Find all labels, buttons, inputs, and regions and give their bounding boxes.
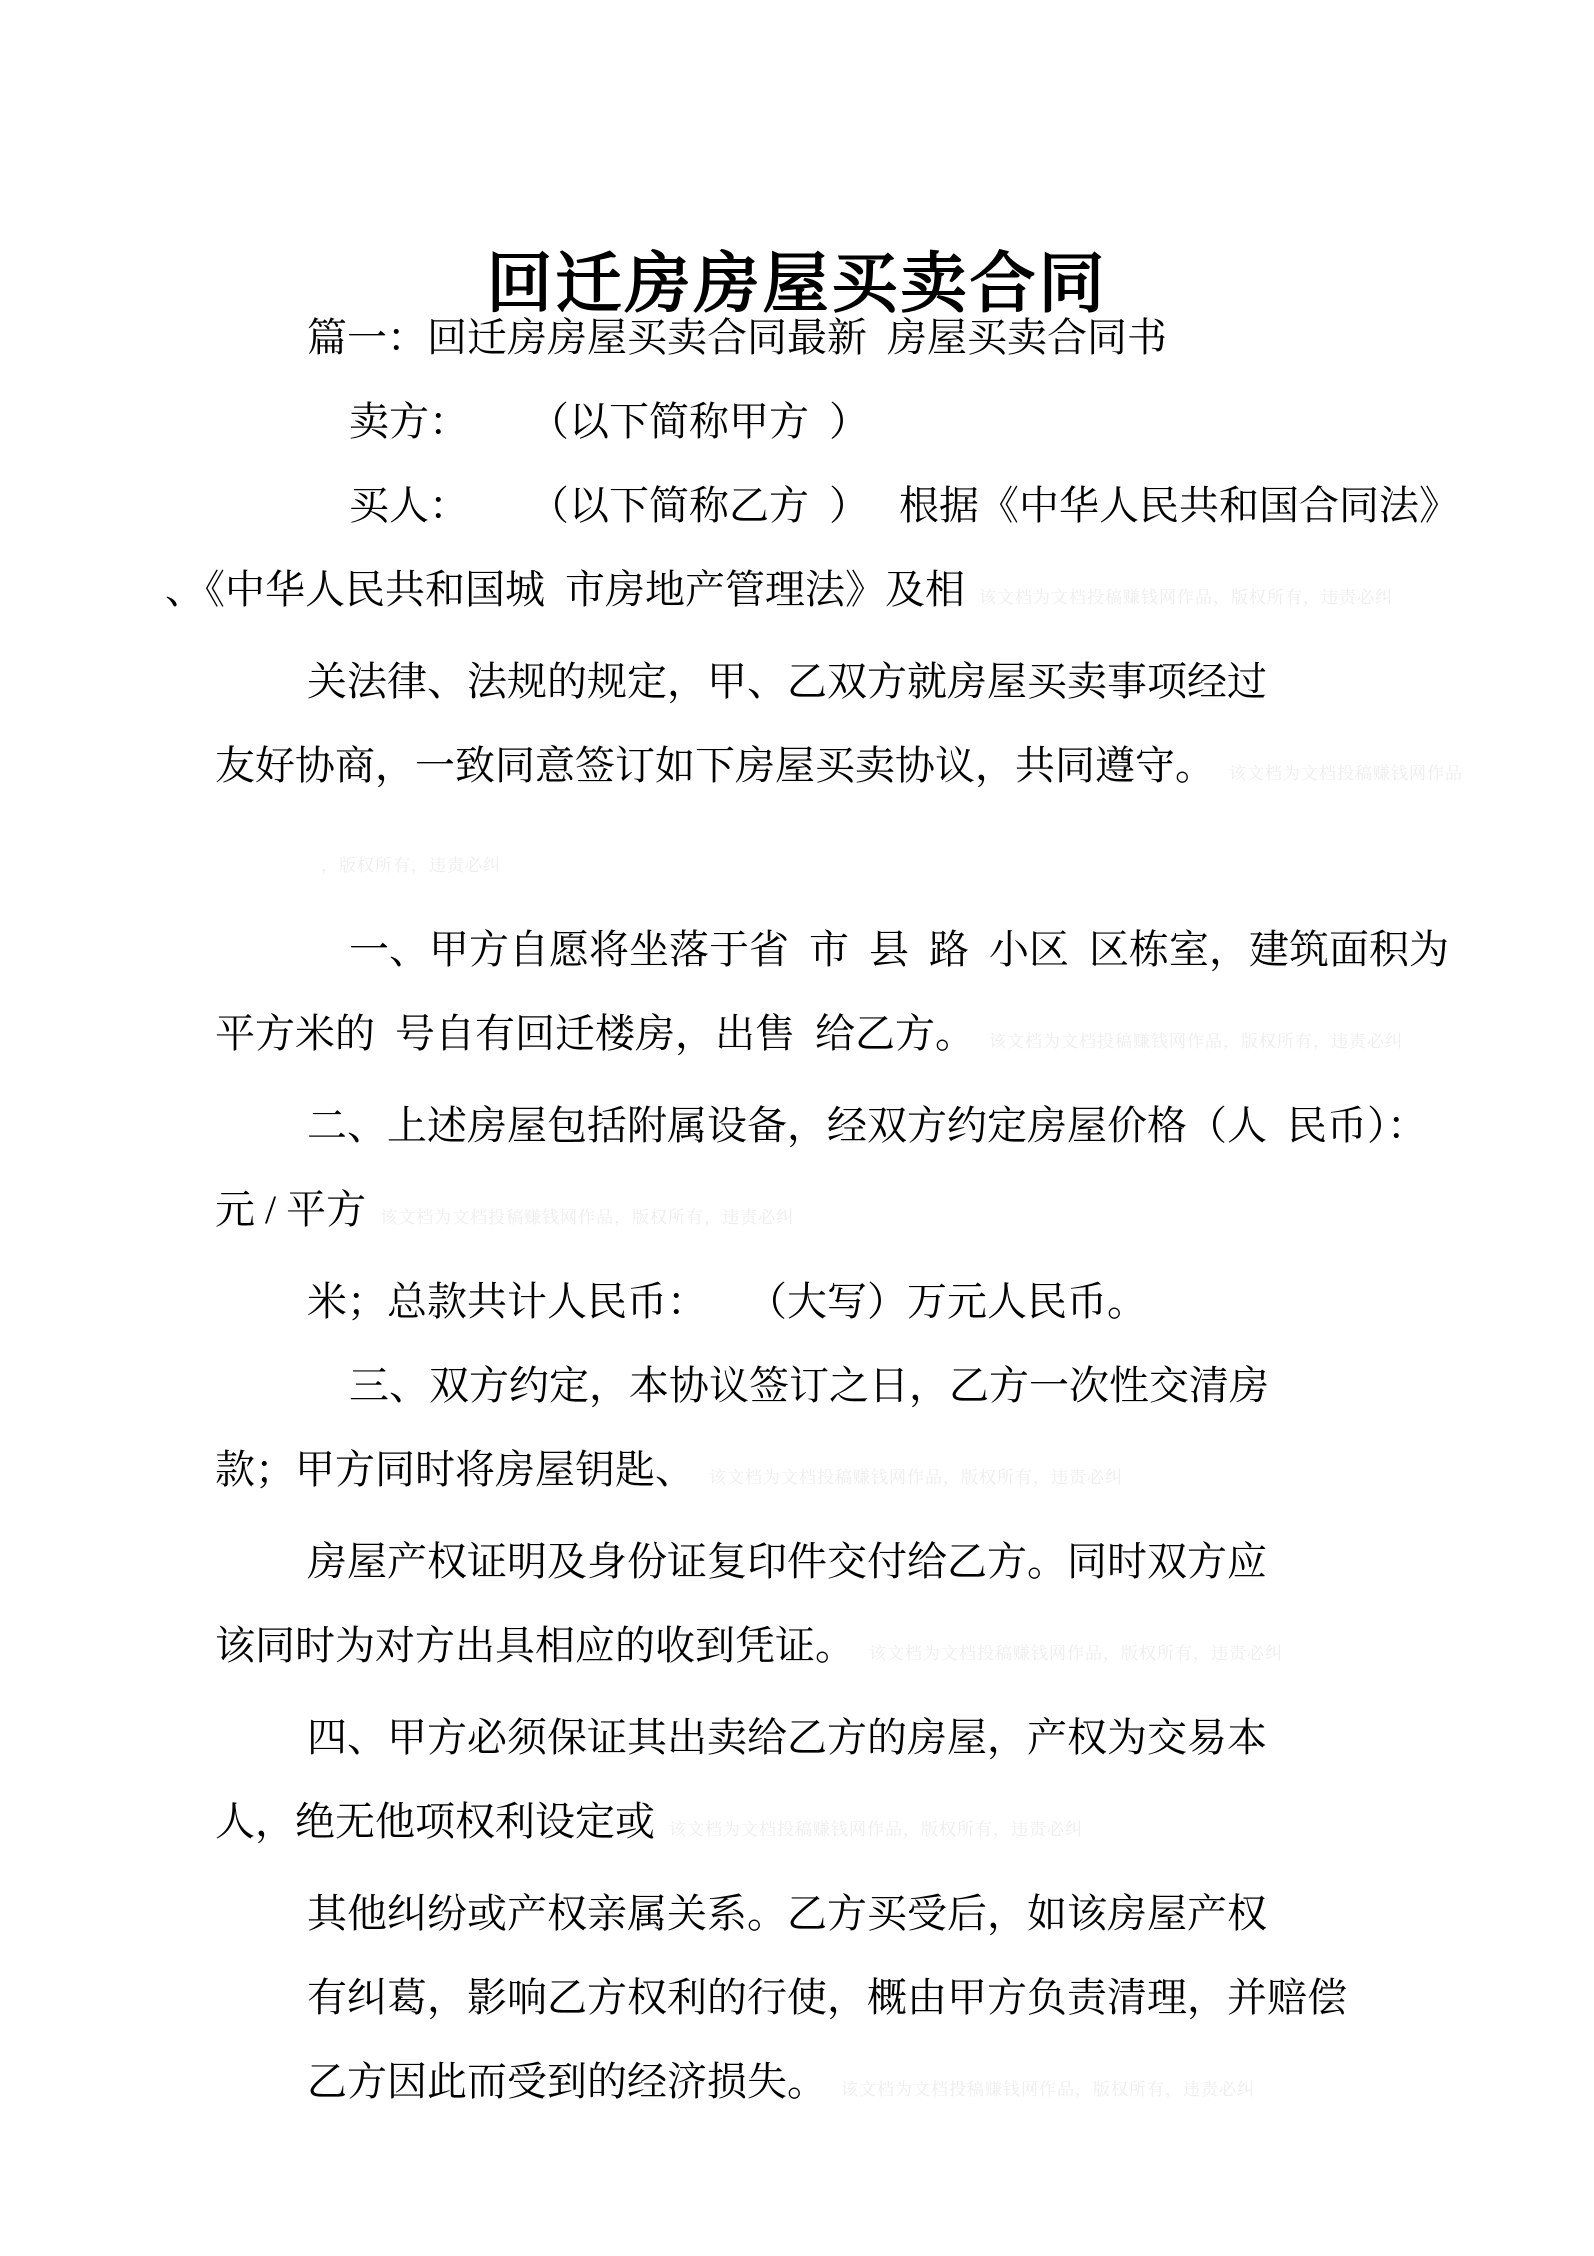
document-line <box>215 724 1564 816</box>
watermark-text: 该文档为文档投稿赚钱网作品 <box>1229 764 1463 783</box>
document-line <box>215 992 1564 1084</box>
document-line <box>215 1428 1564 1520</box>
line-text: 人，绝无他项权利设定或 <box>215 1799 655 1844</box>
document-line <box>215 1872 1564 1956</box>
line-text: 元 / 平方 <box>215 1187 367 1232</box>
document-line <box>215 816 1564 908</box>
line-text: 一、甲方自愿将坐落于省 市 县 路 小区 区栋室，建筑面积为 <box>349 927 1449 972</box>
document-line <box>215 1956 1564 2040</box>
document-line <box>215 1696 1564 1780</box>
line-text: 乙方因此而受到的经济损失。 <box>307 2059 827 2104</box>
watermark-text: 该文档为文档投稿赚钱网作品，版权所有，违责必纠 <box>979 588 1393 607</box>
line-text: 该同时为对方出具相应的收到凭证。 <box>215 1623 855 1668</box>
line-text: 卖方： （以下简称甲方 ） <box>349 399 869 444</box>
watermark-text: 该文档为文档投稿赚钱网作品，版权所有，违责必纠 <box>869 1644 1283 1663</box>
document-line <box>215 640 1564 724</box>
line-text: 款；甲方同时将房屋钥匙、 <box>215 1447 695 1492</box>
line-text: 篇一：回迁房房屋买卖合同最新 房屋买卖合同书 <box>307 315 1167 360</box>
watermark-text: 该文档为文档投稿赚钱网作品，版权所有，违责必纠 <box>841 2080 1255 2099</box>
watermark-text: 该文档为文档投稿赚钱网作品，版权所有，违责必纠 <box>380 1208 795 1227</box>
document-line <box>215 2040 1564 2132</box>
line-text: 友好协商，一致同意签订如下房屋买卖协议，共同遵守。 <box>215 743 1215 788</box>
document-line <box>215 1260 1564 1344</box>
document-line <box>215 1168 1564 1260</box>
watermark-text: 该文档为文档投稿赚钱网作品，版权所有，违责必纠 <box>989 1032 1403 1051</box>
document-line <box>215 464 1564 548</box>
document-body <box>165 296 1564 2132</box>
line-text: 房屋产权证明及身份证复印件交付给乙方。同时双方应 <box>307 1539 1267 1584</box>
watermark-text: 该文档为文档投稿赚钱网作品，版权所有，违责必纠 <box>669 1820 1083 1839</box>
document-line <box>215 1520 1564 1604</box>
watermark-text: ，版权所有，违责必纠 <box>321 856 501 875</box>
line-text: 买人： （以下简称乙方 ） 根据《中华人民共和国合同法》 <box>349 483 1459 528</box>
line-text: 其他纠纷或产权亲属关系。乙方买受后，如该房屋产权 <box>307 1891 1267 1936</box>
watermark-text: 该文档为文档投稿赚钱网作品，版权所有，违责必纠 <box>709 1468 1123 1487</box>
document-line <box>165 548 1564 640</box>
document-line <box>215 908 1564 992</box>
document-line <box>215 1344 1564 1428</box>
document-title: 回迁房房屋买卖合同 <box>486 246 1108 321</box>
document-line <box>215 296 1564 380</box>
line-text: 平方米的 号自有回迁楼房，出售 给乙方。 <box>215 1011 975 1056</box>
document-line <box>215 1084 1564 1168</box>
line-text: 有纠葛，影响乙方权利的行使，概由甲方负责清理，并赔偿 <box>307 1975 1347 2020</box>
line-text: 三、双方约定，本协议签订之日，乙方一次性交清房 <box>349 1363 1269 1408</box>
line-text: 米；总款共计人民币： （大写）万元人民币。 <box>307 1279 1147 1324</box>
document-line <box>215 380 1564 464</box>
line-text: 二、上述房屋包括附属设备，经双方约定房屋价格（人 民币）： <box>307 1103 1427 1148</box>
document-line <box>215 1604 1564 1696</box>
line-text: 、《中华人民共和国城 市房地产管理法》及相 <box>165 567 965 612</box>
line-text: 关法律、法规的规定，甲、乙双方就房屋买卖事项经过 <box>307 659 1267 704</box>
line-text: 四、甲方必须保证其出卖给乙方的房屋，产权为交易本 <box>307 1715 1267 1760</box>
document-line <box>215 1780 1564 1872</box>
